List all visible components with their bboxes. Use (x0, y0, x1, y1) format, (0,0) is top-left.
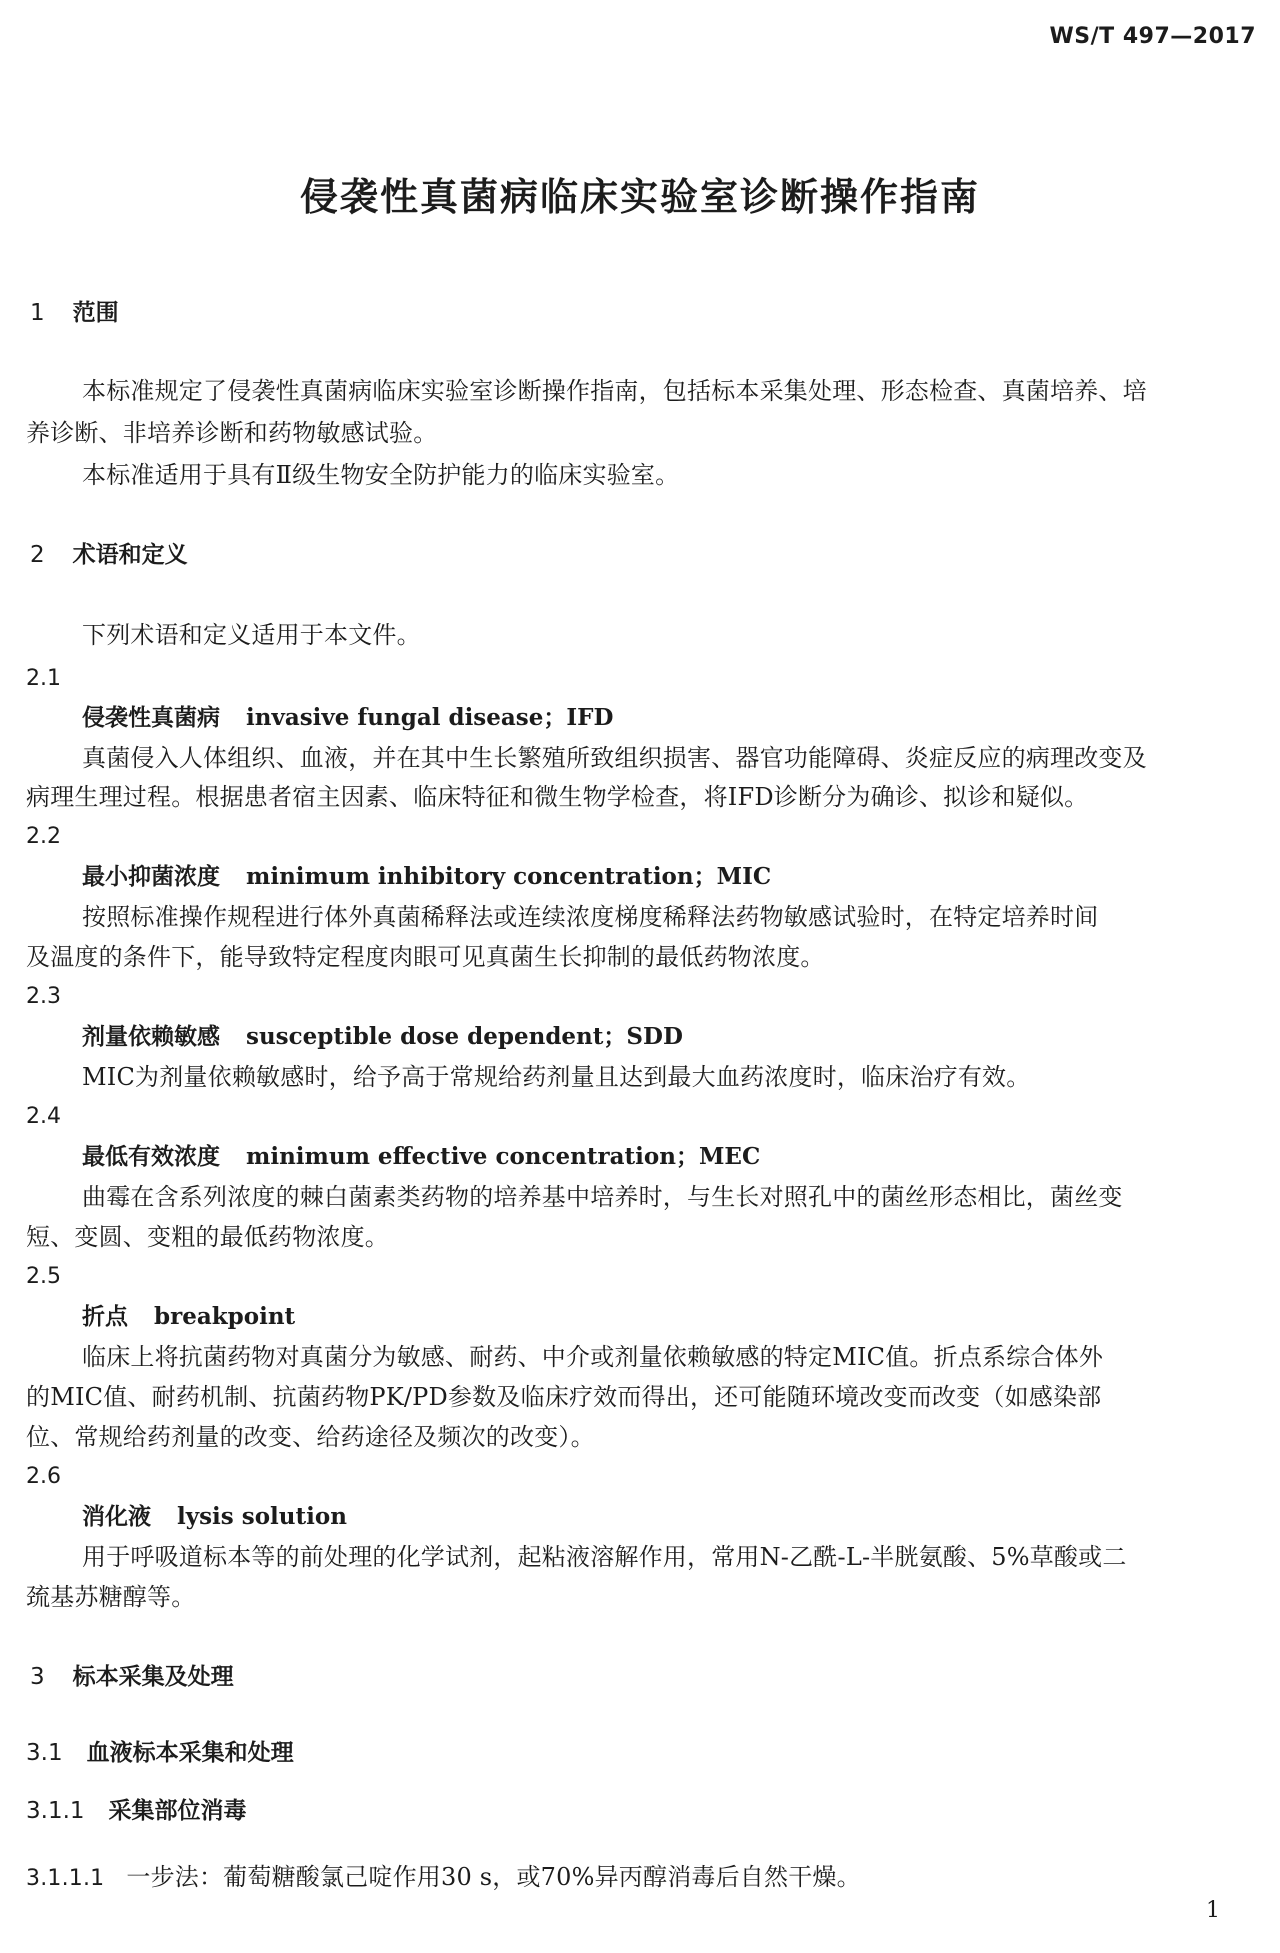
term-definition-line: 临床上将抗菌药物对真菌分为敏感、耐药、中介或剂量依赖敏感的特定MIC值。折点系综合体外 (82, 1343, 1104, 1371)
paragraph-line: 下列术语和定义适用于本文件。 (82, 621, 421, 649)
term-definition-line: 位、常规给药剂量的改变、给药途径及频次的改变）。 (26, 1423, 595, 1451)
term-definition-line: 的MIC值、耐药机制、抗菌药物PK/PD参数及临床疗效而得出，还可能随环境改变而改变（如感染部 (26, 1383, 1102, 1411)
term-number: 2.3 (26, 984, 61, 1009)
term-title: 最小抑菌浓度 minimum inhibitory concentration；MIC (82, 863, 772, 890)
subsection-heading-3-1: 3.1 血液标本采集和处理 (26, 1740, 294, 1766)
term-definition-line: 及温度的条件下，能导致特定程度肉眼可见真菌生长抑制的最低药物浓度。 (26, 943, 825, 971)
section-heading-2: 2 术语和定义 (30, 542, 188, 568)
subsection-heading-3-1-1: 3.1.1 采集部位消毒 (26, 1798, 247, 1824)
page-number: 1 (1206, 1898, 1220, 1923)
term-number: 2.6 (26, 1464, 61, 1489)
term-title: 侵袭性真菌病 invasive fungal disease；IFD (82, 704, 614, 731)
paragraph-line: 养诊断、非培养诊断和药物敏感试验。 (26, 419, 438, 447)
term-number: 2.1 (26, 666, 61, 691)
term-definition-line: 真菌侵入人体组织、血液，并在其中生长繁殖所致组织损害、器官功能障碍、炎症反应的病理改变及 (82, 744, 1147, 772)
section-heading-3: 3 标本采集及处理 (30, 1664, 234, 1690)
section-heading-1: 1 范围 (30, 300, 119, 326)
term-number: 2.5 (26, 1264, 61, 1289)
paragraph-line: 本标准规定了侵袭性真菌病临床实验室诊断操作指南，包括标本采集处理、形态检查、真菌培养、培 (82, 377, 1147, 405)
term-number: 2.4 (26, 1104, 61, 1129)
term-title: 折点 breakpoint (82, 1303, 296, 1330)
paragraph-line: 本标准适用于具有Ⅱ级生物安全防护能力的临床实验室。 (82, 461, 680, 489)
term-definition-line: MIC为剂量依赖敏感时，给予高于常规给药剂量且达到最大血药浓度时，临床治疗有效。 (82, 1063, 1031, 1091)
term-definition-line: 病理生理过程。根据患者宿主因素、临床特征和微生物学检查，将IFD诊断分为确诊、拟诊和疑似。 (26, 783, 1089, 811)
standard-code: WS/T 497—2017 (1049, 24, 1256, 49)
term-title: 消化液 lysis solution (82, 1503, 347, 1530)
document-title: 侵袭性真菌病临床实验室诊断操作指南 (299, 175, 980, 219)
term-definition-line: 短、变圆、变粗的最低药物浓度。 (26, 1223, 389, 1251)
term-title: 剂量依赖敏感 susceptible dose dependent；SDD (82, 1023, 683, 1050)
term-definition-line: 曲霉在含系列浓度的棘白菌素类药物的培养基中培养时，与生长对照孔中的菌丝形态相比，菌丝变 (82, 1183, 1123, 1211)
term-definition-line: 按照标准操作规程进行体外真菌稀释法或连续浓度梯度稀释法药物敏感试验时，在特定培养时间 (82, 903, 1099, 931)
term-title: 最低有效浓度 minimum effective concentration；MEC (82, 1143, 761, 1170)
term-definition-line: 用于呼吸道标本等的前处理的化学试剂，起粘液溶解作用，常用N-乙酰-L-半胱氨酸、5%草酸或二 (82, 1543, 1127, 1571)
clause-3-1-1-1: 3.1.1.1 一步法：葡萄糖酸氯己啶作用30 s，或70%异丙醇消毒后自然干燥。 (26, 1863, 861, 1891)
term-definition-line: 巯基苏糖醇等。 (26, 1583, 196, 1611)
term-number: 2.2 (26, 824, 61, 849)
